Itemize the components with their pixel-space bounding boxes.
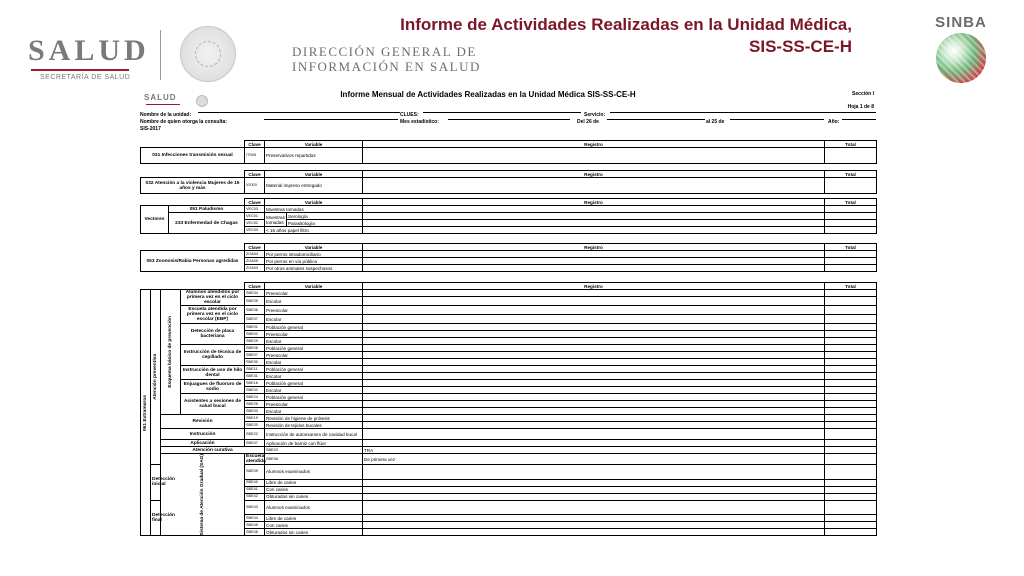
total-cell[interactable] — [825, 429, 877, 440]
extramuros-label-cell — [141, 290, 151, 536]
registro-cell[interactable] — [363, 213, 825, 220]
registro-cell[interactable] — [363, 529, 825, 536]
clave-cell: SBE46 — [245, 529, 265, 536]
total-cell[interactable] — [825, 338, 877, 345]
form-mini-logo-text: SALUD — [144, 93, 177, 102]
chagas-label: 233 Enfermedad de Chagas — [169, 213, 245, 234]
variable-cell: Obturados sin caries — [265, 529, 363, 536]
clave-cell: SBE16 — [245, 380, 265, 387]
header-total: Total — [825, 141, 877, 148]
total-cell[interactable] — [825, 373, 877, 380]
variable-cell: Alumnos examinados — [265, 465, 363, 480]
label-mes: Mes estadístico: — [400, 119, 439, 125]
form-row-unidad — [140, 112, 876, 119]
clave-cell: VIO03 — [245, 178, 265, 194]
variable-cell: Preescolar — [265, 352, 363, 359]
registro-cell[interactable] — [363, 479, 825, 486]
form-mini-logo — [142, 92, 212, 106]
registro-cell[interactable] — [363, 315, 825, 324]
total-cell[interactable] — [825, 178, 877, 194]
variable-cell: Con caries — [265, 522, 363, 529]
total-cell[interactable] — [825, 465, 877, 480]
total-cell[interactable] — [825, 486, 877, 493]
variable-cell: Población general — [265, 324, 363, 331]
salud-logo — [28, 36, 150, 81]
clave-cell: SBE43 — [245, 500, 265, 515]
paludismo-label: 051 Paludismo — [169, 206, 245, 213]
total-cell[interactable] — [825, 440, 877, 447]
form-section: Sección I — [852, 91, 874, 97]
variable-cell: Con caries — [265, 486, 363, 493]
variable-cell: < 15 años papel filtro — [265, 227, 363, 234]
registro-cell[interactable] — [363, 352, 825, 359]
header-total: Total — [825, 171, 877, 178]
national-seal-icon — [180, 26, 236, 82]
table-its — [140, 140, 877, 164]
extramuros-label: 061 Extramuros — [143, 394, 148, 431]
variable-cell: Preescolar — [265, 290, 363, 297]
variable-cell: Población general — [265, 394, 363, 401]
total-cell[interactable] — [825, 258, 877, 265]
clave-cell: VEC01 — [245, 213, 265, 220]
clave-cell: SBE06 — [245, 345, 265, 352]
header-registro: Registro — [363, 171, 825, 178]
header-variable: Variable — [265, 141, 363, 148]
registro-cell[interactable] — [363, 415, 825, 422]
registro-cell[interactable] — [363, 486, 825, 493]
clave-cell: SBE30 — [245, 359, 265, 366]
total-cell[interactable] — [825, 213, 877, 220]
variable-cell: Alumnos examinados — [265, 500, 363, 515]
clave-cell: SBE45 — [245, 522, 265, 529]
registro-cell[interactable] — [363, 465, 825, 480]
total-cell[interactable] — [825, 345, 877, 352]
variable-cell: Instrucción de autoexamen de cavidad bucal — [265, 429, 363, 440]
clave-cell: SBE35 — [245, 297, 265, 306]
variable-cell: Población general — [265, 380, 363, 387]
variable-cell: Muestras tomadas — [265, 206, 363, 213]
label-clues: CLUES: — [400, 112, 419, 118]
clave-cell: SBE40 — [245, 479, 265, 486]
clave-cell: ZOA05 — [245, 258, 265, 265]
variable-cell: Población general — [265, 366, 363, 373]
page-title-line-1: Informe de Actividades Realizadas en la Unidad Médica, — [400, 15, 852, 34]
total-cell[interactable] — [825, 352, 877, 359]
registro-cell[interactable] — [363, 359, 825, 366]
header-variable: Variable — [265, 171, 363, 178]
clave-cell: SBE01 — [245, 324, 265, 331]
total-cell[interactable] — [825, 251, 877, 258]
muestras-tomadas-label: Muestras tomadas — [266, 214, 285, 225]
clave-cell: SBE07 — [245, 352, 265, 359]
clave-cell: SBE39 — [245, 465, 265, 480]
sinba-logo — [928, 14, 994, 83]
group-deteccion-inicial: Detección inicial — [151, 465, 161, 501]
clave-cell: SBE22 — [245, 429, 265, 440]
total-cell[interactable] — [825, 290, 877, 297]
header-variable: Variable — [265, 199, 363, 206]
header-clave: Clave — [245, 171, 265, 178]
total-cell[interactable] — [825, 387, 877, 394]
clave-cell: SBE02 — [245, 331, 265, 338]
group-escuela-atendida-ebp: Escuela atendida por primera vez en el ciclo escolar (EBP) — [181, 306, 245, 324]
variable-cell: Obturados sin caries — [265, 493, 363, 500]
total-cell[interactable] — [825, 408, 877, 415]
total-cell[interactable] — [825, 359, 877, 366]
group-enjuagues-fluoruro: Enjuagues de fluoruro de sodio — [181, 380, 245, 394]
registro-cell[interactable] — [363, 178, 825, 194]
clave-cell: SBE11 — [245, 366, 265, 373]
clave-cell: SBE33 — [245, 408, 265, 415]
group-atencion-curativa: Atención curativa — [161, 447, 265, 454]
clave-cell: SBE19 — [245, 415, 265, 422]
variable-cell: Serología — [287, 213, 363, 220]
header-variable: Variable — [265, 244, 363, 251]
header-clave: Clave — [245, 244, 265, 251]
variable-cell: Preservativos repartidos — [265, 148, 363, 164]
label-del: Del 26 de — [577, 119, 599, 125]
clave-cell: SBE47 — [245, 440, 265, 447]
label-al: al 25 de — [706, 119, 725, 125]
header-total: Total — [825, 283, 877, 290]
field-del[interactable] — [607, 119, 705, 120]
total-cell[interactable] — [825, 306, 877, 315]
sag-label-cell — [161, 454, 245, 536]
field-clues[interactable] — [423, 112, 581, 113]
registro-cell[interactable] — [363, 306, 825, 315]
variable-cell: Material impreso entregado — [265, 178, 363, 194]
total-cell[interactable] — [825, 380, 877, 387]
form-page-number: Hoja 1 de 8 — [847, 104, 874, 110]
total-cell[interactable] — [825, 206, 877, 213]
clave-cell: SBE24 — [245, 394, 265, 401]
total-cell[interactable] — [825, 500, 877, 515]
sag-label: Sistema de Atención Gradual (SAG) — [200, 454, 205, 536]
registro-cell[interactable] — [363, 331, 825, 338]
variable-cell: Libre de caries — [265, 515, 363, 522]
salud-logo-rule — [31, 69, 129, 71]
clave-cell: SBE38 — [265, 454, 363, 465]
variable-cell: De primera vez — [363, 454, 825, 465]
clave-cell: VEC02 — [245, 220, 265, 227]
table-zoonosis — [140, 243, 877, 272]
clave-cell: SBE20 — [245, 422, 265, 429]
total-cell[interactable] — [825, 148, 877, 164]
variable-cell: Parasitología — [287, 220, 363, 227]
esquema-label: Esquema básico de prevención — [168, 316, 173, 388]
table-vectores — [140, 198, 877, 234]
registro-cell[interactable] — [363, 338, 825, 345]
clave-cell: ZOA03 — [245, 265, 265, 272]
registro-cell[interactable] — [363, 500, 825, 515]
variable-cell: Aplicación de barniz con flúor — [265, 440, 363, 447]
clave-cell: SBE29 — [245, 338, 265, 345]
registro-cell[interactable] — [363, 422, 825, 429]
clave-cell: SBE31 — [245, 373, 265, 380]
variable-cell: Población general — [265, 345, 363, 352]
esquema-label-cell — [161, 290, 181, 415]
group-asistentes-sesiones: Asistentes a sesiones de salud bucal — [181, 394, 245, 415]
registro-cell[interactable] — [363, 515, 825, 522]
group-deteccion-placa: Detección de placa bacteriana — [181, 324, 245, 345]
variable-cell: Revisión de tejidos bucales — [265, 422, 363, 429]
page-title — [400, 14, 852, 58]
form-title: Informe Mensual de Actividades Realizadas en la Unidad Médica SIS-SS-CE-H — [340, 90, 636, 99]
total-cell[interactable] — [825, 220, 877, 227]
variable-cell: Preescolar — [265, 401, 363, 408]
total-cell[interactable] — [825, 422, 877, 429]
registro-cell[interactable] — [363, 429, 825, 440]
registro-cell[interactable] — [825, 454, 877, 465]
total-cell[interactable] — [825, 522, 877, 529]
form-code: SIS-2017 — [140, 126, 161, 132]
registro-cell[interactable] — [363, 401, 825, 408]
table-salud-bucal — [140, 282, 877, 536]
registro-cell[interactable] — [363, 408, 825, 415]
variable-cell: Preescolar — [265, 306, 363, 315]
clave-cell: SBE37 — [245, 315, 265, 324]
header-registro: Registro — [363, 141, 825, 148]
page-header — [0, 0, 1024, 88]
variable-cell: Escolar — [265, 359, 363, 366]
clave-cell: ZOA04 — [245, 251, 265, 258]
group-aplicacion: Aplicación — [161, 440, 245, 447]
variable-cell: TRA — [363, 447, 825, 454]
vio-label: 032 Atención a la violencia Mujeres de 15 años y más — [141, 178, 245, 194]
header-registro: Registro — [363, 199, 825, 206]
total-cell[interactable] — [825, 493, 877, 500]
registro-cell[interactable] — [363, 251, 825, 258]
registro-cell[interactable] — [363, 522, 825, 529]
report-form — [138, 88, 876, 576]
sinba-globe-icon — [936, 33, 986, 83]
clave-cell: ITS05 — [245, 148, 265, 164]
variable-cell: Escolar — [265, 297, 363, 306]
group-tecnica-cepillado: Instrucción de técnica de cepillado — [181, 345, 245, 366]
label-anio: Año: — [828, 119, 840, 125]
header-divider — [160, 30, 161, 80]
atencion-preventiva-label: Atención preventiva — [153, 354, 158, 400]
registro-cell[interactable] — [363, 324, 825, 331]
table-salud-bucal-corner — [141, 283, 245, 290]
registro-cell[interactable] — [363, 206, 825, 213]
table-its-corner — [141, 141, 245, 148]
variable-cell: Preescolar — [265, 331, 363, 338]
header-total: Total — [825, 244, 877, 251]
registro-cell[interactable] — [363, 493, 825, 500]
total-cell[interactable] — [825, 265, 877, 272]
registro-cell[interactable] — [363, 220, 825, 227]
table-vio — [140, 170, 877, 194]
field-al[interactable] — [730, 119, 824, 120]
field-anio[interactable] — [842, 119, 876, 120]
clave-cell: SBE42 — [245, 493, 265, 500]
clave-cell: SBE25 — [245, 401, 265, 408]
field-servicio[interactable] — [610, 112, 876, 113]
total-cell[interactable] — [825, 529, 877, 536]
registro-cell[interactable] — [363, 366, 825, 373]
registro-cell[interactable] — [363, 387, 825, 394]
registro-cell[interactable] — [363, 297, 825, 306]
clave-cell: SBE23 — [265, 447, 363, 454]
field-consulta[interactable] — [264, 119, 398, 120]
variable-cell: Escolar — [265, 387, 363, 394]
variable-cell: Escolar — [265, 315, 363, 324]
its-label: 031 Infecciones transmisión sexual — [141, 148, 245, 164]
group-alumnos-atendidos: Alumnos atendidos por primera vez en el ciclo escolar — [181, 290, 245, 306]
table-zoonosis-corner — [141, 244, 245, 251]
page-title-line-2: SIS-SS-CE-H — [749, 37, 852, 56]
form-mini-seal-icon — [196, 95, 208, 107]
total-cell[interactable] — [825, 366, 877, 373]
header-clave: Clave — [245, 283, 265, 290]
zoonosis-label: 053 Zoonosis/Rabia Personas agredidas — [141, 251, 245, 272]
registro-cell[interactable] — [363, 227, 825, 234]
total-cell[interactable] — [825, 315, 877, 324]
group-instruccion: Instrucción — [161, 429, 245, 440]
label-consulta: Nombre de quien otorga la consulta: — [140, 119, 227, 125]
total-cell[interactable] — [825, 324, 877, 331]
clave-cell: SBE34 — [245, 290, 265, 297]
label-servicio: Servicio: — [584, 112, 606, 118]
field-mes[interactable] — [448, 119, 570, 120]
total-cell[interactable] — [825, 515, 877, 522]
registro-cell[interactable] — [363, 345, 825, 352]
group-hilo-dental: Instrucción de uso de hilo dental — [181, 366, 245, 380]
clave-cell: SBE41 — [245, 486, 265, 493]
dgis-line-2: INFORMACIÓN EN SALUD — [292, 59, 481, 74]
variable-cell: Escolar — [265, 408, 363, 415]
registro-cell[interactable] — [363, 440, 825, 447]
variable-cell: Por perros intradomiciliario — [265, 251, 363, 258]
variable-cell: Escolar — [265, 338, 363, 345]
header-total: Total — [825, 199, 877, 206]
header-registro: Registro — [363, 244, 825, 251]
registro-cell[interactable] — [363, 290, 825, 297]
salud-logo-subtitle: SECRETARÍA DE SALUD — [40, 74, 131, 81]
atencion-preventiva-label-cell — [151, 290, 161, 465]
header-variable: Variable — [265, 283, 363, 290]
variable-cell: Por perros en vía pública — [265, 258, 363, 265]
registro-cell[interactable] — [363, 148, 825, 164]
form-row-code — [140, 126, 876, 133]
total-cell[interactable] — [825, 415, 877, 422]
variable-cell: Libre de caries — [265, 479, 363, 486]
group-deteccion-final: Detección final — [151, 500, 161, 536]
total-cell[interactable] — [825, 227, 877, 234]
salud-logo-text: SALUD — [28, 34, 150, 67]
clave-cell: SBE36 — [245, 306, 265, 315]
registro-cell[interactable] — [363, 373, 825, 380]
variable-cell: Por otros animales sospechosos — [265, 265, 363, 272]
registro-cell[interactable] — [825, 447, 877, 454]
field-unidad[interactable] — [198, 112, 400, 113]
header-clave: Clave — [245, 141, 265, 148]
vectores-group-label: Vectores — [141, 206, 169, 234]
clave-cell: SBE32 — [245, 387, 265, 394]
total-cell[interactable] — [825, 331, 877, 338]
variable-cell: Revisión de higiene de prótesis — [265, 415, 363, 422]
total-cell[interactable] — [825, 401, 877, 408]
variable-cell: Escolar — [265, 373, 363, 380]
form-row-consulta — [140, 119, 876, 126]
total-cell[interactable] — [825, 394, 877, 401]
dgis-line-1: DIRECCIÓN GENERAL DE — [292, 44, 477, 59]
form-mini-logo-rule — [146, 104, 180, 105]
registro-cell[interactable] — [363, 258, 825, 265]
table-vectores-corner — [141, 199, 245, 206]
table-vio-corner — [141, 171, 245, 178]
sinba-logo-text: SINBA — [935, 14, 987, 31]
header-clave: Clave — [245, 199, 265, 206]
registro-cell[interactable] — [363, 265, 825, 272]
registro-cell[interactable] — [363, 394, 825, 401]
total-cell[interactable] — [825, 297, 877, 306]
total-cell[interactable] — [825, 479, 877, 486]
clave-cell: SBE44 — [245, 515, 265, 522]
header-registro: Registro — [363, 283, 825, 290]
clave-cell: VEC03 — [245, 206, 265, 213]
clave-cell: VEC03 — [245, 227, 265, 234]
group-revision: Revisión — [161, 415, 245, 429]
registro-cell[interactable] — [363, 380, 825, 387]
group-escuela-atendida: Escuela atendida — [246, 454, 266, 464]
label-unidad: Nombre de la unidad: — [140, 112, 192, 118]
